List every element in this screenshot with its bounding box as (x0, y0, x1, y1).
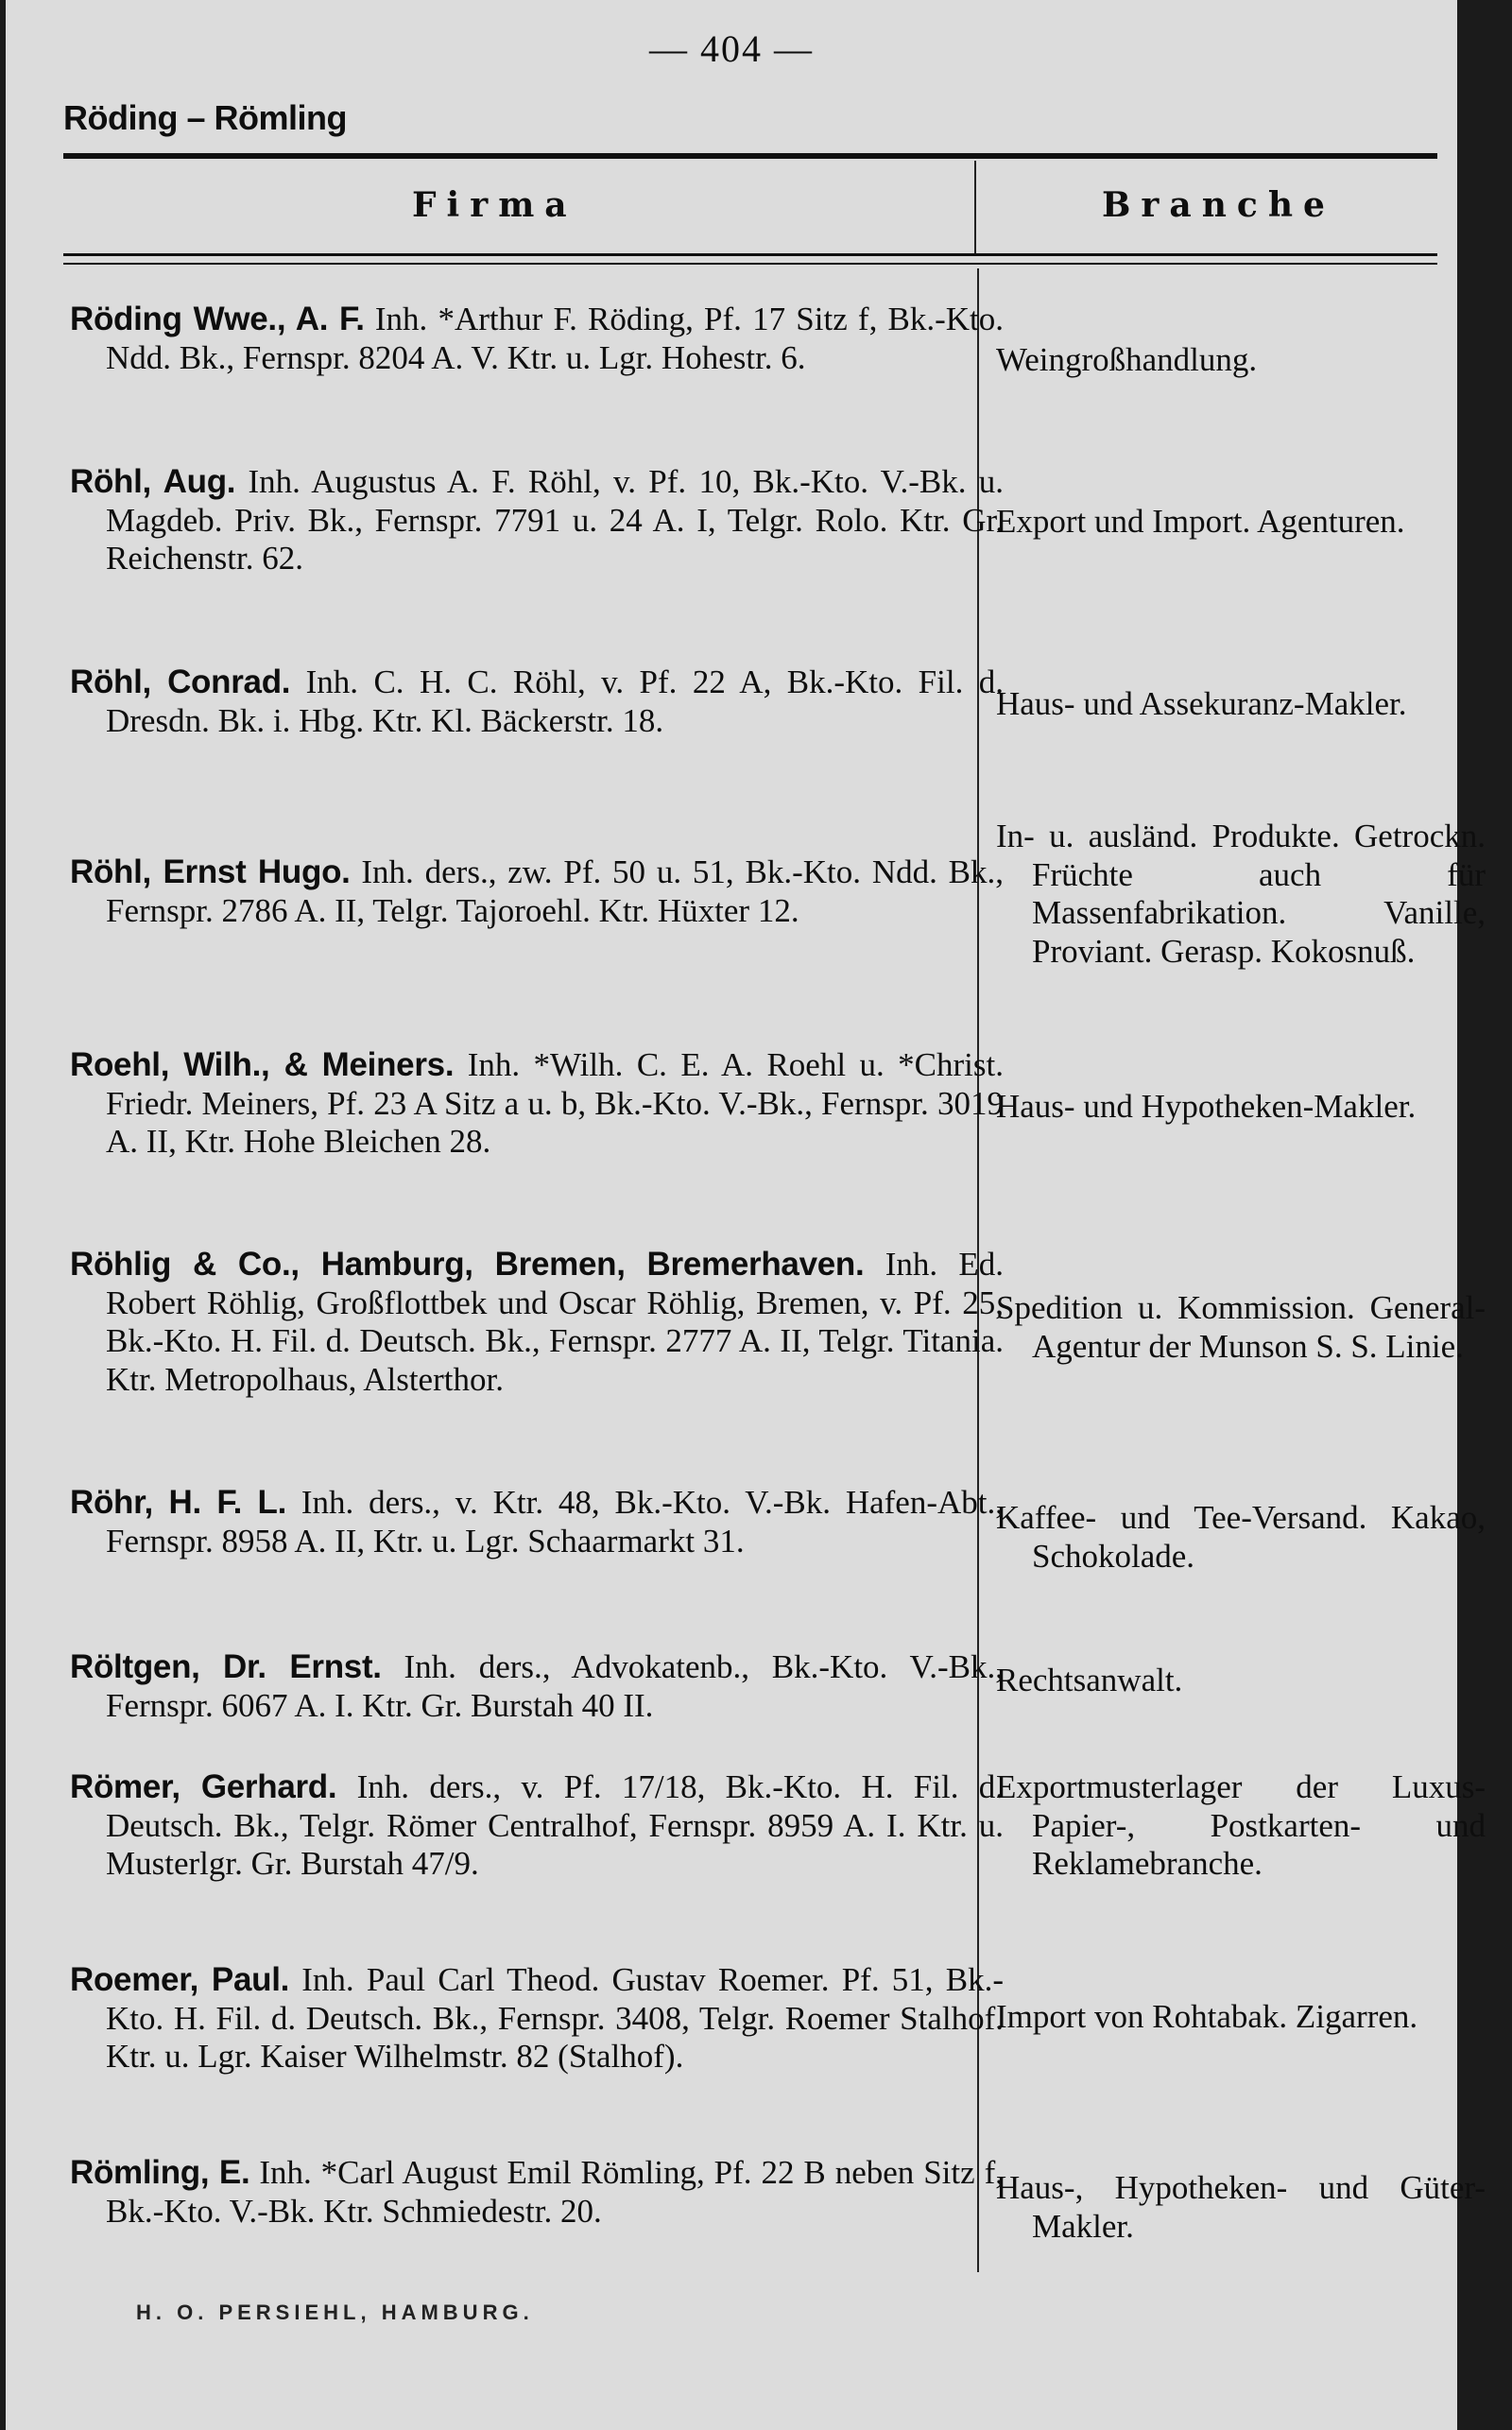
firm-entry (70, 1046, 1004, 1162)
firm-details: Inh. Paul Carl Theod. Gustav Roemer. Pf. 51, Bk.-Kto. H. Fil. d. Deutsch. Bk., Fernspr. 3408, Telgr. Roemer Stalhof. Ktr. u. Lgr. Kaiser Wilhelmstr. 82 (Stalhof). (106, 1961, 1004, 2075)
branche-entry: Haus- und Hypotheken-Makler. (996, 1088, 1417, 1125)
firm-details: Inh. Augustus A. F. Röhl, v. Pf. 10, Bk.-Kto. V.-Bk. u. Magdeb. Priv. Bk., Fernspr. 7791 u. 24 A. I, Telgr. Rolo. Ktr. Gr. Reichenstr. 62. (106, 463, 1004, 577)
firm-details: Inh. ders., v. Ktr. 48, Bk.-Kto. V.-Bk. Hafen-Abt., Fernspr. 8958 A. II, Ktr. u. Lgr. Schaarmarkt 31. (106, 1484, 1004, 1560)
firm-entry (70, 853, 1004, 930)
branche-entry: Export und Import. Agenturen. (996, 503, 1405, 540)
firm-details: Inh. *Wilh. C. E. A. Roehl u. *Christ. Friedr. Meiners, Pf. 23 A Sitz a u. b, Bk.-Kto. V.-Bk., Fernspr. 3019 A. II, Ktr. Hohe Bleichen 28. (106, 1046, 1004, 1160)
firm-name: Röltgen, Dr. Ernst. (70, 1648, 382, 1685)
running-head: Röding – Römling (63, 98, 347, 137)
firm-name: Röhlig & Co., Hamburg, Bremen, Bremerhaven. (70, 1246, 865, 1283)
firm-entry (70, 1648, 1004, 1725)
branche-entry: Weingroßhandlung. (996, 341, 1258, 378)
firm-name: Roemer, Paul. (70, 1961, 290, 1998)
firm-name: Röhl, Aug. (70, 463, 236, 500)
column-header-firma: Firma (412, 185, 577, 225)
page-number: — 404 — (649, 27, 814, 70)
column-divider (974, 161, 976, 255)
firm-name: Roehl, Wilh., & Meiners. (70, 1046, 455, 1083)
firm-details: Inh. C. H. C. Röhl, v. Pf. 22 A, Bk.-Kto. Fil. d. Dresdn. Bk. i. Hbg. Ktr. Kl. Bäckerstr. 18. (106, 664, 1004, 739)
firm-details: Inh. ders., zw. Pf. 50 u. 51, Bk.-Kto. Ndd. Bk., Fernspr. 2786 A. II, Telgr. Tajoroehl. Ktr. Hüxter 12. (106, 853, 1005, 929)
header-double-rule-bottom (63, 263, 1437, 265)
firm-details: Inh. ders., Advokatenb., Bk.-Kto. V.-Bk., Fernspr. 6067 A. I. Ktr. Gr. Burstah 40 II. (106, 1648, 1004, 1724)
header-double-rule-top (63, 253, 1437, 256)
firm-details: Inh. Ed. Robert Röhlig, Großflottbek und Oscar Röhlig, Bremen, v. Pf. 25, Bk.-Kto. H. Fil. d. Deutsch. Bk., Fernspr. 2777 A. II, Telgr. Titania. Ktr. Metropolhaus, Alsterthor. (106, 1246, 1005, 1398)
branche-entry: Haus-, Hypotheken- und Güter-Makler. (996, 2169, 1486, 2245)
firm-entry (70, 2154, 1004, 2231)
branche-entry: Exportmusterlager der Luxus-Papier-, Postkarten- und Reklamebranche. (996, 1768, 1486, 1882)
directory-page (6, 0, 1486, 2430)
firm-name: Römling, E. (70, 2154, 250, 2191)
firm-name: Röhl, Ernst Hugo. (70, 853, 351, 890)
firm-entry (70, 301, 1004, 377)
header-rule (63, 153, 1437, 159)
firm-details: Inh. ders., v. Pf. 17/18, Bk.-Kto. H. Fil. d. Deutsch. Bk., Telgr. Römer Centralhof, Fernspr. 8959 A. I. Ktr. u. Musterlgr. Gr. Burstah 47/9. (106, 1768, 1005, 1882)
firm-entry (70, 1246, 1004, 1399)
branche-entry: Rechtsanwalt. (996, 1662, 1183, 1698)
branche-entry: Import von Rohtabak. Zigarren. (996, 1998, 1418, 2035)
branche-entry: In- u. ausländ. Produkte. Getrockn. Früchte auch für Massenfabrikation. Vanille, Proviant. Gerasp. Kokosnuß. (996, 818, 1486, 970)
firm-name: Röding Wwe., A. F. (70, 301, 365, 337)
firm-details: Inh. *Carl August Emil Römling, Pf. 22 B neben Sitz f, Bk.-Kto. V.-Bk. Ktr. Schmiedestr. 20. (106, 2154, 1005, 2230)
printer-imprint: H. O. PERSIEHL, HAMBURG. (136, 2301, 534, 2324)
firm-name: Röhr, H. F. L. (70, 1484, 287, 1521)
firm-entry (70, 1961, 1004, 2077)
firm-entry (70, 1484, 1004, 1560)
firm-entry (70, 1768, 1004, 1884)
branche-entry: Kaffee- und Tee-Versand. Kakao, Schokolade. (996, 1499, 1486, 1575)
firm-entry (70, 664, 1004, 740)
branche-entry: Haus- und Assekuranz-Makler. (996, 685, 1407, 722)
firm-name: Röhl, Conrad. (70, 664, 291, 700)
firm-name: Römer, Gerhard. (70, 1768, 337, 1805)
branche-entry: Spedition u. Kommission. General-Agentur der Munson S. S. Linie. (996, 1289, 1486, 1365)
column-header-branche: Branche (1102, 185, 1335, 225)
firm-details: Inh. *Arthur F. Röding, Pf. 17 Sitz f, Bk.-Kto. Ndd. Bk., Fernspr. 8204 A. V. Ktr. u. Lgr. Hohestr. 6. (106, 301, 1005, 376)
firm-entry (70, 463, 1004, 578)
